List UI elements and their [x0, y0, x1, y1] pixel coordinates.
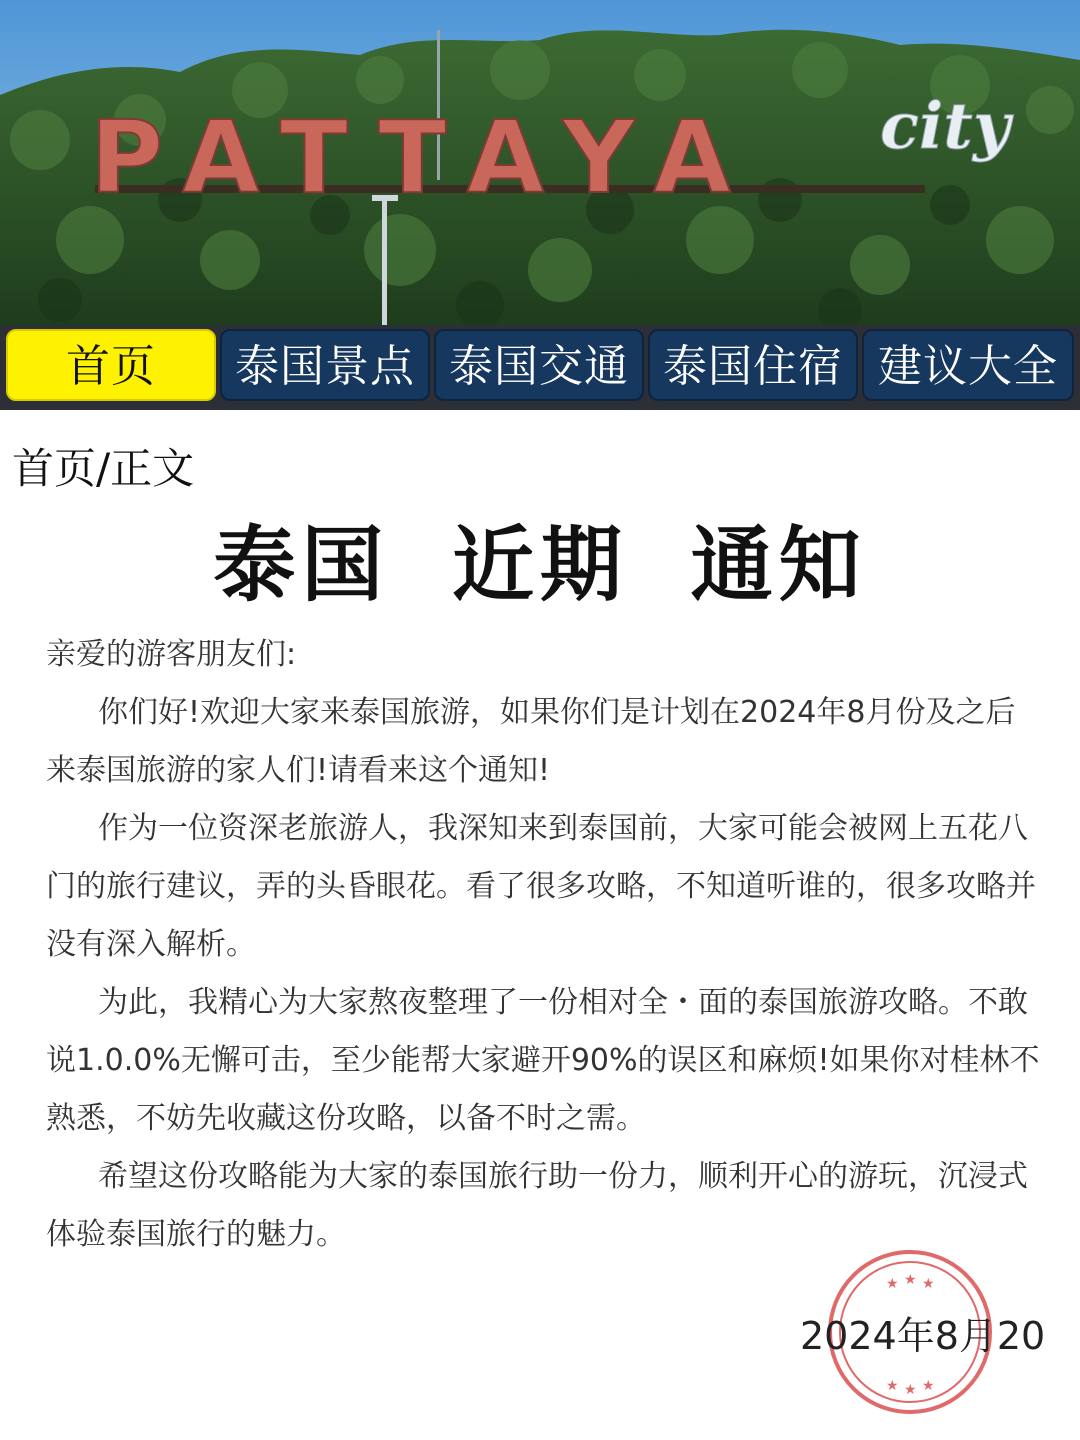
article-body: [46, 626, 1041, 1264]
svg-text:★: ★: [886, 1378, 899, 1394]
nav-item-attractions[interactable]: 泰国景点: [220, 329, 430, 401]
svg-text:★: ★: [886, 1276, 899, 1292]
title-word: 近期: [451, 518, 628, 613]
nav-item-home[interactable]: 首页: [6, 329, 216, 401]
paragraph: 为此，我精心为大家熬夜整理了一份相对全・面的泰国旅游攻略。不敢说1.0.0%无懈可击，至少能帮大家避开90%的误区和麻烦!如果你对桂林不熟悉，不妨先收藏这份攻略，以备不时之需。: [46, 985, 1040, 1136]
sign-letters-text: PATTAYA: [90, 99, 759, 216]
nav-item-tips[interactable]: 建议大全: [862, 329, 1074, 401]
sign-suffix-text: city: [880, 89, 1011, 164]
hero-banner: [0, 0, 1080, 325]
svg-text:★: ★: [904, 1382, 917, 1398]
nav-item-lodging[interactable]: 泰国住宿: [648, 329, 858, 401]
title-word: 泰国: [213, 518, 390, 613]
breadcrumb: 首页/正文: [12, 444, 195, 493]
main-nav: [0, 325, 1080, 410]
pattaya-sign-image: [0, 0, 1080, 325]
publish-date: 2024年8月20: [800, 1314, 1046, 1358]
svg-text:★: ★: [904, 1272, 917, 1288]
greeting: 亲爱的游客朋友们:: [46, 637, 297, 672]
svg-text:★: ★: [922, 1378, 935, 1394]
sign-letters: [90, 99, 759, 216]
page-title: [0, 500, 1080, 617]
svg-text:★: ★: [922, 1276, 935, 1292]
title-word: 通知: [690, 518, 867, 613]
paragraph: 希望这份攻略能为大家的泰国旅行助一份力，顺利开心的游玩，沉浸式体验泰国旅行的魅力。: [46, 1159, 1028, 1252]
nav-item-transport[interactable]: 泰国交通: [434, 329, 644, 401]
paragraph: 你们好!欢迎大家来泰国旅游，如果你们是计划在2024年8月份及之后来泰国旅游的家人们!请看来这个通知!: [46, 695, 1016, 788]
paragraph: 作为一位资深老旅游人，我深知来到泰国前，大家可能会被网上五花八门的旅行建议，弄的头昏眼花。看了很多攻略，不知道听谁的，很多攻略并没有深入解析。: [46, 811, 1036, 962]
